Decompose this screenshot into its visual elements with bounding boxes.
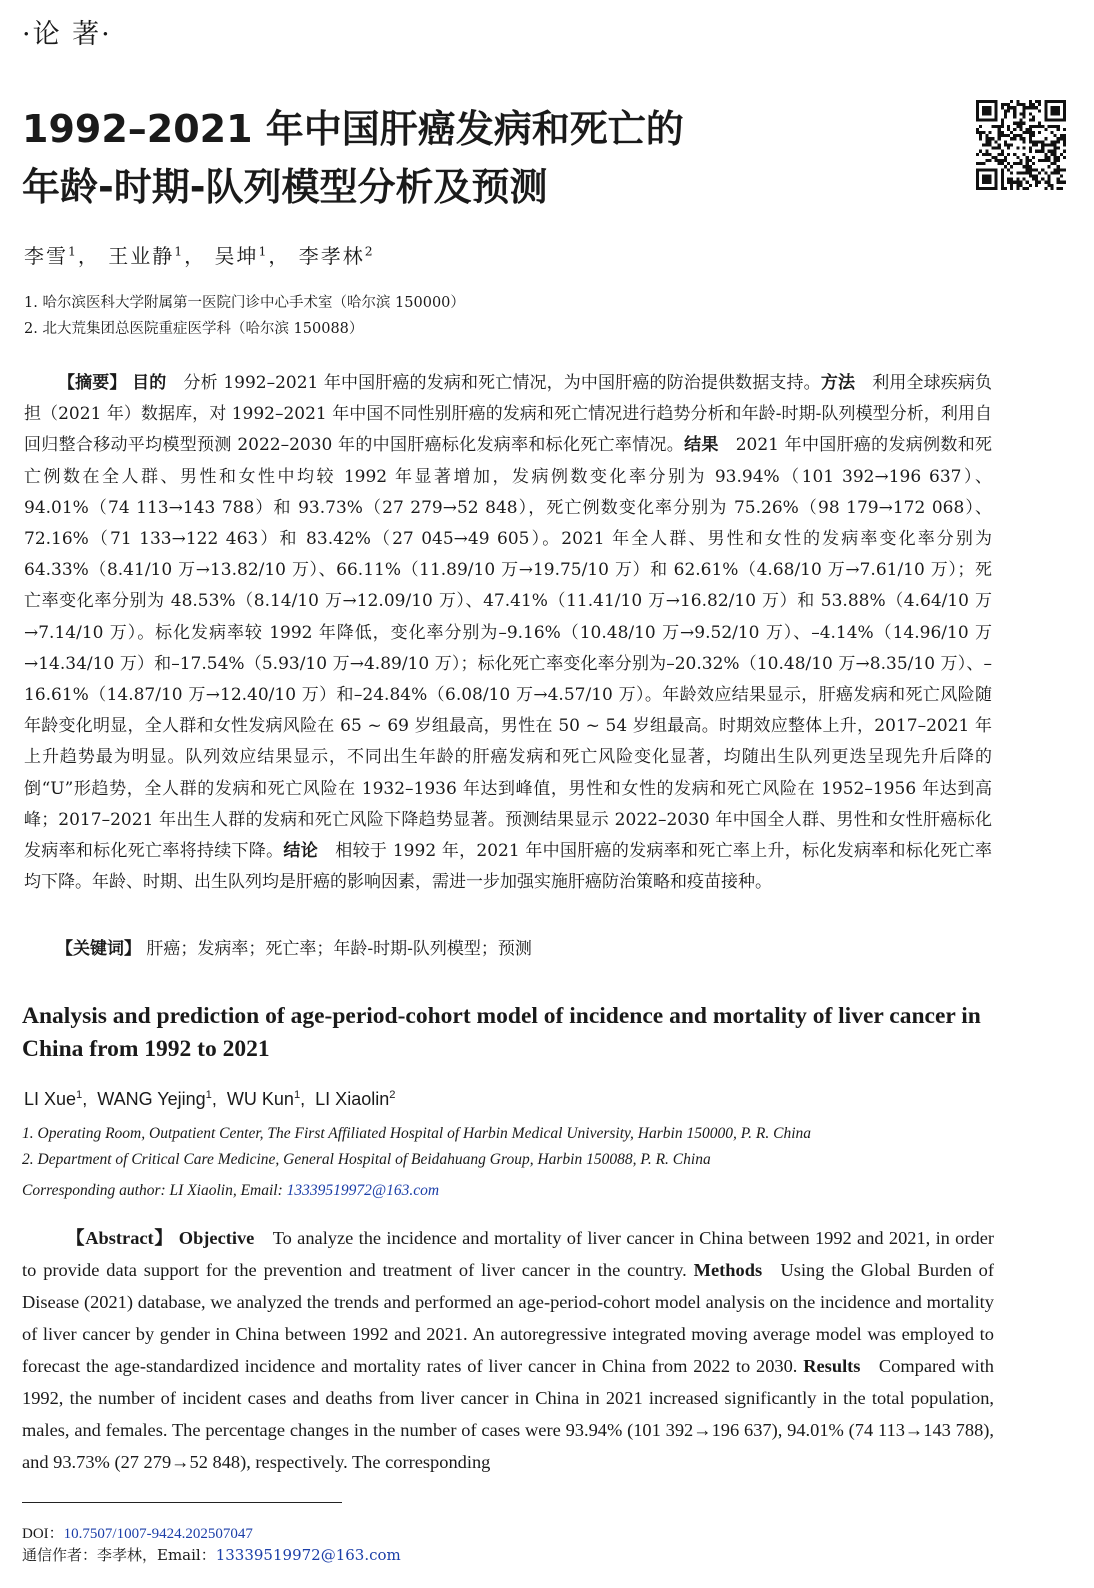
- objective-text: 分析 1992–2021 年中国肝癌的发病和死亡情况，为中国肝癌的防治提供数据支持。: [183, 373, 821, 393]
- author-sup: 1: [258, 243, 269, 259]
- objective-en-text: To analyze the incidence and mortality of liver cancer in China between 1992 and 2021, in order to provide data support for the prevention and treatment of liver cancer in the country.: [22, 1228, 994, 1280]
- author-sup: 1: [68, 243, 78, 259]
- methods-en-label: Methods: [693, 1260, 763, 1280]
- abstract-label: 【摘要】: [58, 373, 127, 393]
- author-sup: 1: [174, 243, 185, 259]
- corresponding-label: Corresponding author: LI Xiaolin, Email:: [22, 1182, 287, 1199]
- doi: [22, 1522, 253, 1543]
- affiliation-en-1: 1. Operating Room, Outpatient Center, The First Affiliated Hospital of Harbin Medical University, Harbin 150000, P. R. China: [22, 1125, 812, 1142]
- article-title-cn: [22, 100, 942, 216]
- methods-en-text: Using the Global Burden of Disease (2021) database, we analyzed the trends and performed an age-period-cohort model analysis on the incidence and mortality of liver cancer by gender in China between 1992 and 2021. An autoregressive integrated moving average model was employed to forecast the age-standardized incidence and mortality rates of liver cancer in China from 2022 to 2030.: [22, 1260, 995, 1376]
- title-line-1: 1992–2021 年中国肝癌发病和死亡的: [22, 107, 684, 151]
- results-en-text: Compared with 1992, the number of incident cases and deaths from liver cancer in China in 2021 increased significantly in the total population, males, and females. The percentage changes in the number of cases were 93.94% (101 392→196 637), 94.01% (74 113→143 788), and 93.73% (27 279→52 848), respectively. The corresponding: [22, 1356, 994, 1472]
- section-tag: ·论 著·: [22, 19, 112, 50]
- objective-en-label: Objective: [178, 1228, 255, 1248]
- author-en: LI Xiaolin: [315, 1089, 390, 1109]
- author-cn: 李雪: [24, 244, 68, 268]
- results-text: 2021 年中国肝癌的发病例数和死亡例数在全人群、男性和女性中均较 1992 年显著增加，发病例数变化率分别为 93.94%（101 392→196 637）、94.01%（74 113→143 788）和 93.73%（27 279→52 848），死亡例数变化率分别为 75.26%（98 179→172 068）、72.16%（71 133→122 463）和 83.42%（27 045→49 605）。2021 年全人群、男性和女性的发病率变化率分别为 64.33%（8.41/10 万→13.82/10 万）、66.11%（11.89/10 万→19.75/10 万）和 62.61%（4.68/10 万→7.61/10 万）；死亡率变化率分别为 48.53%（8.14/10 万→12.09/10 万）、47.41%（11.41/10 万→16.82/10 万）和 53.88%（4.64/10 万→7.14/10 万）。标化发病率较 1992 年降低，变化率分别为–9.16%（10.48/10 万→9.52/10 万）、–4.14%（14.96/10 万→14.34/10 万）和–17.54%（5.93/10 万→4.89/10 万）；标化死亡率变化率分别为–20.32%（10.48/10 万→8.35/10 万）、–16.61%（14.87/10 万→12.40/10 万）和–24.84%（6.08/10 万→4.57/10 万）。年龄效应结果显示，肝癌发病和死亡风险随年龄变化明显，全人群和女性发病风险在 65 ~ 69 岁组最高，男性在 50 ~ 54 岁组最高。时期效应整体上升，2017–2021 年上升趋势最为明显。队列效应结果显示，不同出生年龄的肝癌发病和死亡风险变化显著，均随出生队列更迭呈现先升后降的倒“U”形趋势，全人群的发病和死亡风险在 1932–1936 年达到峰值，男性和女性的发病和死亡风险在 1952–1956 年达到高峰；2017–2021 年出生人群的发病和死亡风险下降趋势显著。预测结果显示 2022–2030 年中国全人群、男性和女性肝癌标化发病率和标化死亡率将持续下降。: [24, 435, 992, 862]
- authors-cn: 李雪$^1$， 王业静$^1$， 吴坤$^1$， 李孝林$^2$: [24, 243, 375, 268]
- conclusion-text: 相较于 1992 年，2021 年中国肝癌的发病率和死亡率上升，标化发病率和标化死亡率均下降。年龄、时期、出生队列均是肝癌的影响因素，需进一步加强实施肝癌防治策略和疫苗接种。: [24, 841, 993, 893]
- keywords-label: 【关键词】: [56, 939, 141, 959]
- corresponding-author-en: [22, 1182, 439, 1200]
- corr-foot-email-link[interactable]: 13339519972@163.com: [215, 1546, 401, 1564]
- abstract-en-label: 【Abstract】: [66, 1228, 174, 1248]
- affiliation-cn-1: 1. 哈尔滨医科大学附属第一医院门诊中心手术室（哈尔滨 150000）: [24, 295, 465, 311]
- author-sup: 2: [364, 243, 375, 259]
- corresponding-footnote: [22, 1544, 401, 1565]
- abstract-en: [22, 1222, 994, 1478]
- results-en-label: Results: [803, 1356, 861, 1376]
- keywords-text: 肝癌；发病率；死亡率；年龄-时期-队列模型；预测: [146, 939, 532, 959]
- affiliation-en-2: 2. Department of Critical Care Medicine, General Hospital of Beidahuang Group, Harbin 150088, P. R. China: [22, 1151, 711, 1168]
- author-sup: 2: [389, 1089, 396, 1101]
- methods-text: 利用全球疾病负担（2021 年）数据库，对 1992–2021 年中国不同性别肝癌的发病和死亡情况进行趋势分析和年龄-时期-队列模型分析，利用自回归整合移动平均模型预测 2022–2030 年的中国肝癌标化发病率和标化死亡率情况。: [24, 373, 993, 456]
- results-label: 结果: [684, 435, 719, 456]
- conclusion-label: 结论: [283, 841, 318, 862]
- author-sup: 1: [205, 1089, 212, 1101]
- author-en: WANG Yejing: [97, 1089, 206, 1109]
- article-title-en: Analysis and prediction of age-period-cohort model of incidence and mortality of liver cancer in China from 1992 to 2021: [22, 1003, 981, 1062]
- authors-en: LI Xue$^1$, WANG Yejing$^1$, WU Kun$^1$, LI Xiaolin$^2$: [24, 1089, 396, 1109]
- author-sup: 1: [76, 1089, 83, 1101]
- author-en: LI Xue: [24, 1089, 77, 1109]
- abstract-cn: [24, 368, 992, 898]
- doi-link[interactable]: 10.7507/1007-9424.202507047: [63, 1526, 253, 1542]
- author-sup: 1: [293, 1089, 301, 1101]
- title-line-2: 年龄-时期-队列模型分析及预测: [22, 165, 548, 209]
- qr-code-icon: [976, 100, 1066, 190]
- author-en: WU Kun: [226, 1089, 294, 1109]
- author-cn: 吴坤: [214, 244, 259, 268]
- methods-label: 方法: [820, 373, 856, 393]
- author-cn: 王业静: [108, 244, 175, 268]
- affiliation-cn-2: 2. 北大荒集团总医院重症医学科（哈尔滨 150088）: [24, 321, 364, 337]
- author-cn: 李孝林: [298, 244, 365, 268]
- keywords-cn: [56, 934, 532, 959]
- objective-label: 目的: [132, 373, 167, 393]
- doi-label: DOI：: [22, 1526, 64, 1542]
- corresponding-email-link[interactable]: 13339519972@163.com: [286, 1182, 440, 1199]
- corr-foot-label: 通信作者：李孝林，Email：: [22, 1546, 216, 1564]
- footnote-divider: [22, 1502, 342, 1503]
